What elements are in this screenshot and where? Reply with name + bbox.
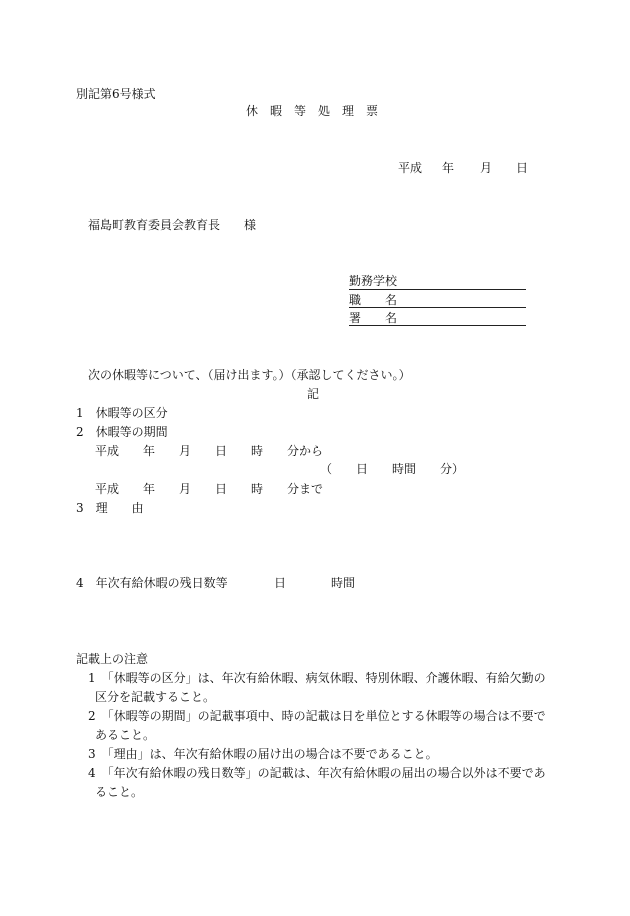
date-month: 月 [480,161,493,175]
item-4: 4 年次有給休暇の残日数等 [76,576,228,590]
form-title: 休 暇 等 処 理 票 [246,104,379,118]
name-line [349,325,526,326]
school-label: 勤務学校 [349,274,398,288]
date-era: 平成 [398,161,423,175]
note-3-line-1: 3 「理由」は、年次有給休暇の届け出の場合は不要であること。 [88,747,438,761]
school-line [349,289,526,290]
ki-mark: 記 [307,387,320,401]
item-4-days: 日 [274,576,287,590]
period-from: 平成 年 月 日 時 分から [95,444,324,458]
date-day: 日 [516,161,529,175]
item-4-hours: 時間 [331,576,356,590]
intro-text: 次の休暇等について、（届け出ます。）（承認してください。） [88,368,411,382]
note-1-line-1: 1 「休暇等の区分」は、年次有給休暇、病気休暇、特別休暇、介護休暇、有給欠勤の [88,671,546,685]
name-label: 署 名 [349,311,398,325]
note-2-line-2: あること。 [95,728,156,742]
period-total: （ 日 時間 分） [320,462,465,476]
item-3: 3 理 由 [76,501,144,515]
item-2: 2 休暇等の期間 [76,425,168,439]
position-line [349,307,526,308]
form-number: 別記第6号様式 [76,87,156,101]
position-label: 職 名 [349,293,398,307]
note-4-line-1: 4 「年次有給休暇の残日数等」の記載は、年次有給休暇の届出の場合以外は不要であ [88,766,546,780]
notes-heading: 記載上の注意 [76,652,149,666]
note-1-line-2: 区分を記載すること。 [95,690,216,704]
note-2-line-1: 2 「休暇等の期間」の記載事項中、時の記載は日を単位とする休暇等の場合は不要で [88,709,546,723]
date-year: 年 [442,161,455,175]
note-4-line-2: ること。 [95,785,144,799]
period-to: 平成 年 月 日 時 分まで [95,482,324,496]
addressee: 福島町教育委員会教育長 様 [88,218,257,232]
item-1: 1 休暇等の区分 [76,406,168,420]
